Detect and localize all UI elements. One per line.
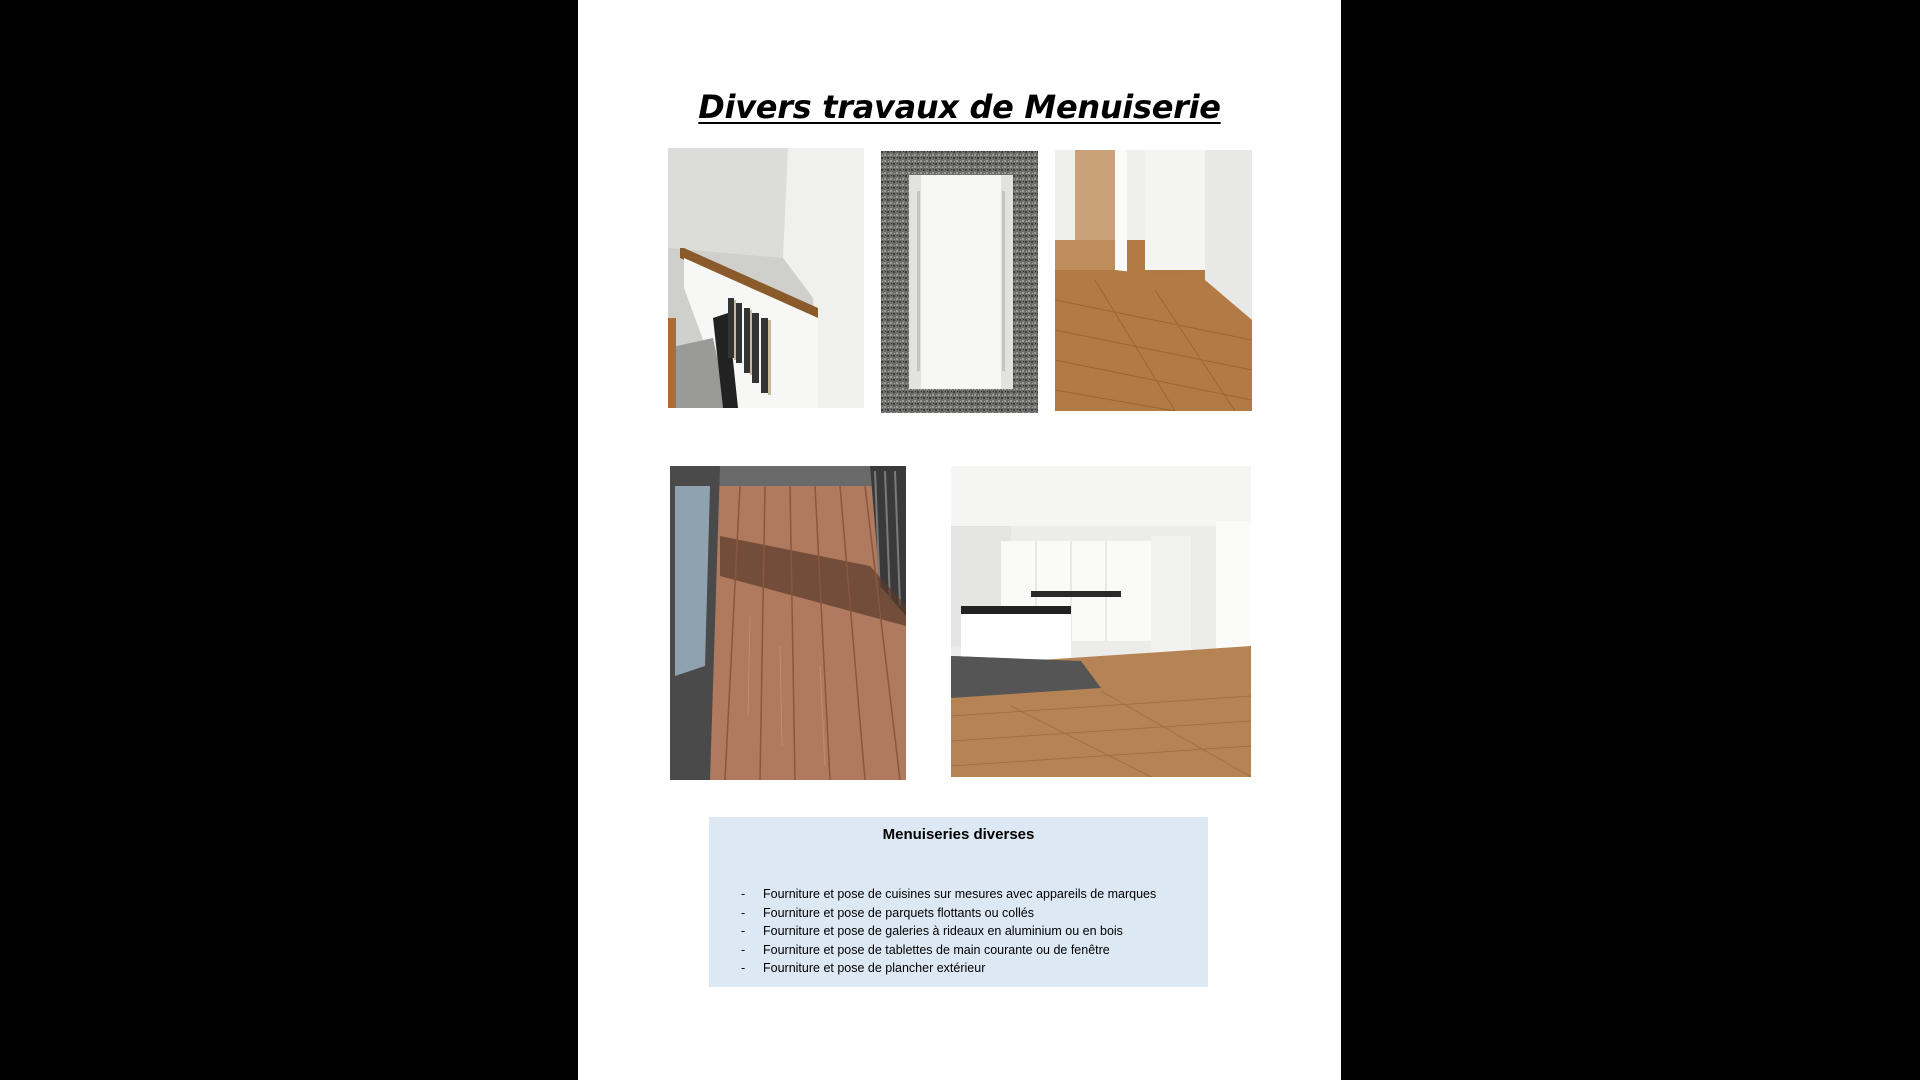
balcony-deck-photo: [670, 466, 906, 780]
list-item: [741, 959, 1156, 978]
kitchen-parquet-photo: [951, 466, 1251, 777]
staircase-railing-photo: [668, 148, 864, 408]
document-page: [578, 0, 1341, 1080]
list-item: [741, 922, 1156, 941]
list-item: [741, 885, 1156, 904]
list-item-text: Fourniture et pose de parquets flottants ou collés: [763, 905, 1034, 920]
list-item-text: Fourniture et pose de plancher extérieur: [763, 961, 986, 976]
list-item-text: Fourniture et pose de cuisines sur mesures avec appareils de marques: [763, 887, 1157, 901]
list-item-text: Fourniture et pose de tablettes de main courante ou de fenêtre: [763, 942, 1110, 957]
page-title: Divers travaux de Menuiserie: [698, 88, 1221, 126]
info-box: [709, 817, 1208, 987]
bullet-dash: -: [741, 924, 746, 939]
parquet-hallway-photo: [1055, 150, 1252, 411]
bullet-dash: -: [741, 961, 746, 976]
service-list: [741, 885, 1156, 978]
white-panel-photo: [881, 151, 1038, 413]
list-item: [741, 941, 1156, 960]
list-item-text: Fourniture et pose de galeries à rideaux en aluminium ou en bois: [763, 924, 1123, 939]
list-item: [741, 904, 1156, 923]
bullet-dash: -: [741, 887, 746, 901]
info-box-title: Menuiseries diverses: [882, 826, 1035, 843]
bullet-dash: -: [741, 905, 746, 920]
bullet-dash: -: [741, 942, 746, 957]
